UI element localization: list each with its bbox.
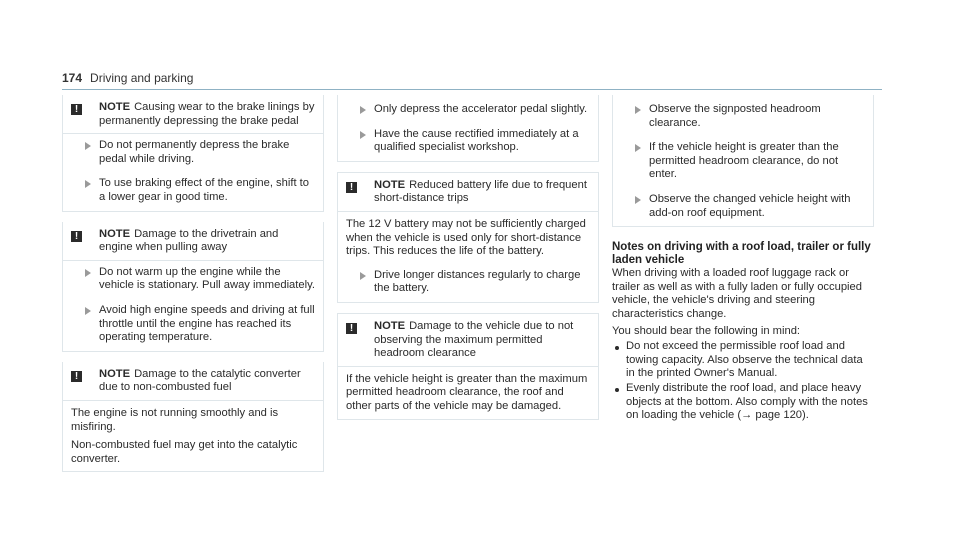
note-paragraph: The engine is not running smoothly and is misfiring. bbox=[71, 406, 279, 433]
step-item bbox=[613, 136, 873, 188]
step-item bbox=[338, 123, 598, 161]
arrow-icon bbox=[635, 196, 641, 204]
note-label: NOTE bbox=[99, 227, 131, 240]
note-paragraph: Non-combusted fuel may get into the catalytic converter. bbox=[71, 439, 298, 465]
bullet-icon bbox=[615, 346, 619, 350]
note-catalytic-converter bbox=[62, 362, 324, 473]
arrow-icon bbox=[85, 180, 91, 188]
note-title: Damage to the vehicle due to not observing the maximum permitted headroom clearance bbox=[374, 319, 574, 360]
step-item bbox=[613, 188, 873, 226]
step-text: Observe the changed vehicle height with add-on roof equipment. bbox=[649, 192, 851, 219]
note-battery bbox=[337, 172, 599, 303]
step-item bbox=[613, 95, 873, 136]
list-item bbox=[612, 340, 874, 381]
note-title: Damage to the drivetrain and engine when pulling away bbox=[99, 227, 279, 254]
warning-icon: ! bbox=[71, 231, 82, 242]
note-header bbox=[63, 95, 323, 133]
note-brake-linings bbox=[62, 95, 324, 212]
warning-icon: ! bbox=[71, 371, 82, 382]
step-text: Have the cause rectified immediately at a qualified specialist workshop. bbox=[374, 127, 579, 154]
arrow-icon bbox=[85, 269, 91, 277]
bullet-text: Do not exceed the permissible roof load and towing capacity. Also observe the technical data in the printed Owner's Manual. bbox=[626, 340, 863, 380]
step-item bbox=[338, 264, 598, 302]
arrow-icon bbox=[635, 144, 641, 152]
section-title: Driving and parking bbox=[90, 71, 194, 85]
section-heading: Notes on driving with a roof load, trailer or fully laden vehicle bbox=[612, 241, 871, 267]
step-text: Only depress the accelerator pedal slightly. bbox=[374, 103, 588, 115]
step-item bbox=[63, 299, 323, 351]
step-text: Drive longer distances regularly to charge the battery. bbox=[374, 268, 581, 295]
arrow-icon bbox=[85, 142, 91, 150]
note-paragraph: The 12 V battery may not be sufficiently charged when the vehicle is used only for short-distance trips. This reduces the life of the battery. bbox=[346, 217, 586, 258]
page-number: 174 bbox=[62, 71, 83, 85]
steps-continued bbox=[337, 95, 599, 162]
step-item bbox=[63, 172, 323, 210]
note-headroom bbox=[337, 313, 599, 420]
column-2 bbox=[337, 95, 599, 420]
step-item bbox=[63, 134, 323, 172]
note-drivetrain bbox=[62, 222, 324, 352]
step-text: Avoid high engine speeds and driving at full throttle until the engine has reached its operating temperature. bbox=[99, 303, 315, 344]
warning-icon: ! bbox=[71, 104, 82, 115]
arrow-icon bbox=[85, 307, 91, 315]
note-header bbox=[63, 222, 323, 260]
note-title: Damage to the catalytic converter due to non-combusted fuel bbox=[99, 367, 301, 394]
bullet-text[interactable]: Evenly distribute the roof load, and place heavy objects at the bottom. Also comply with the notes on loading the vehicle (→ page 120). bbox=[626, 381, 868, 422]
warning-icon: ! bbox=[346, 182, 357, 193]
page-header bbox=[62, 72, 193, 86]
note-label: NOTE bbox=[374, 319, 406, 332]
note-header bbox=[338, 314, 598, 366]
note-label: NOTE bbox=[374, 178, 406, 191]
bear-in-mind: You should bear the following in mind: bbox=[612, 324, 801, 337]
warning-icon: ! bbox=[346, 323, 357, 334]
arrow-icon bbox=[360, 131, 366, 139]
header-rule bbox=[62, 89, 882, 90]
step-text: Observe the signposted headroom clearance. bbox=[649, 103, 821, 129]
bullet-list bbox=[612, 340, 874, 423]
note-label: NOTE bbox=[99, 367, 131, 380]
note-paragraph: If the vehicle height is greater than the maximum permitted headroom clearance, the roof and other parts of the vehicle may be damaged. bbox=[346, 372, 588, 412]
step-text: Do not warm up the engine while the vehicle is stationary. Pull away immediately. bbox=[99, 265, 315, 292]
step-text: To use braking effect of the engine, shift to a lower gear in good time. bbox=[99, 177, 310, 203]
section-intro: When driving with a loaded roof luggage rack or trailer as well as with a fully laden or fully occupied vehicle, the vehicle's driving and steering characteristics change. bbox=[612, 267, 862, 320]
step-text: Do not permanently depress the brake pedal while driving. bbox=[99, 139, 290, 165]
note-title: Causing wear to the brake linings by permanently depressing the brake pedal bbox=[99, 101, 315, 127]
column-1 bbox=[62, 95, 324, 472]
column-3 bbox=[612, 95, 874, 424]
step-text: If the vehicle height is greater than the permitted headroom clearance, do not enter. bbox=[649, 141, 839, 181]
arrow-icon bbox=[635, 106, 641, 114]
step-item bbox=[338, 95, 598, 123]
note-label: NOTE bbox=[99, 101, 131, 113]
step-item bbox=[63, 261, 323, 299]
note-header bbox=[338, 173, 598, 211]
arrow-icon bbox=[360, 106, 366, 114]
note-header bbox=[63, 362, 323, 400]
bullet-icon bbox=[615, 388, 619, 392]
arrow-icon bbox=[360, 272, 366, 280]
note-title: Reduced battery life due to frequent short-distance trips bbox=[374, 178, 587, 205]
roof-load-section bbox=[612, 227, 874, 423]
list-item bbox=[612, 382, 874, 423]
steps-headroom bbox=[612, 95, 874, 227]
